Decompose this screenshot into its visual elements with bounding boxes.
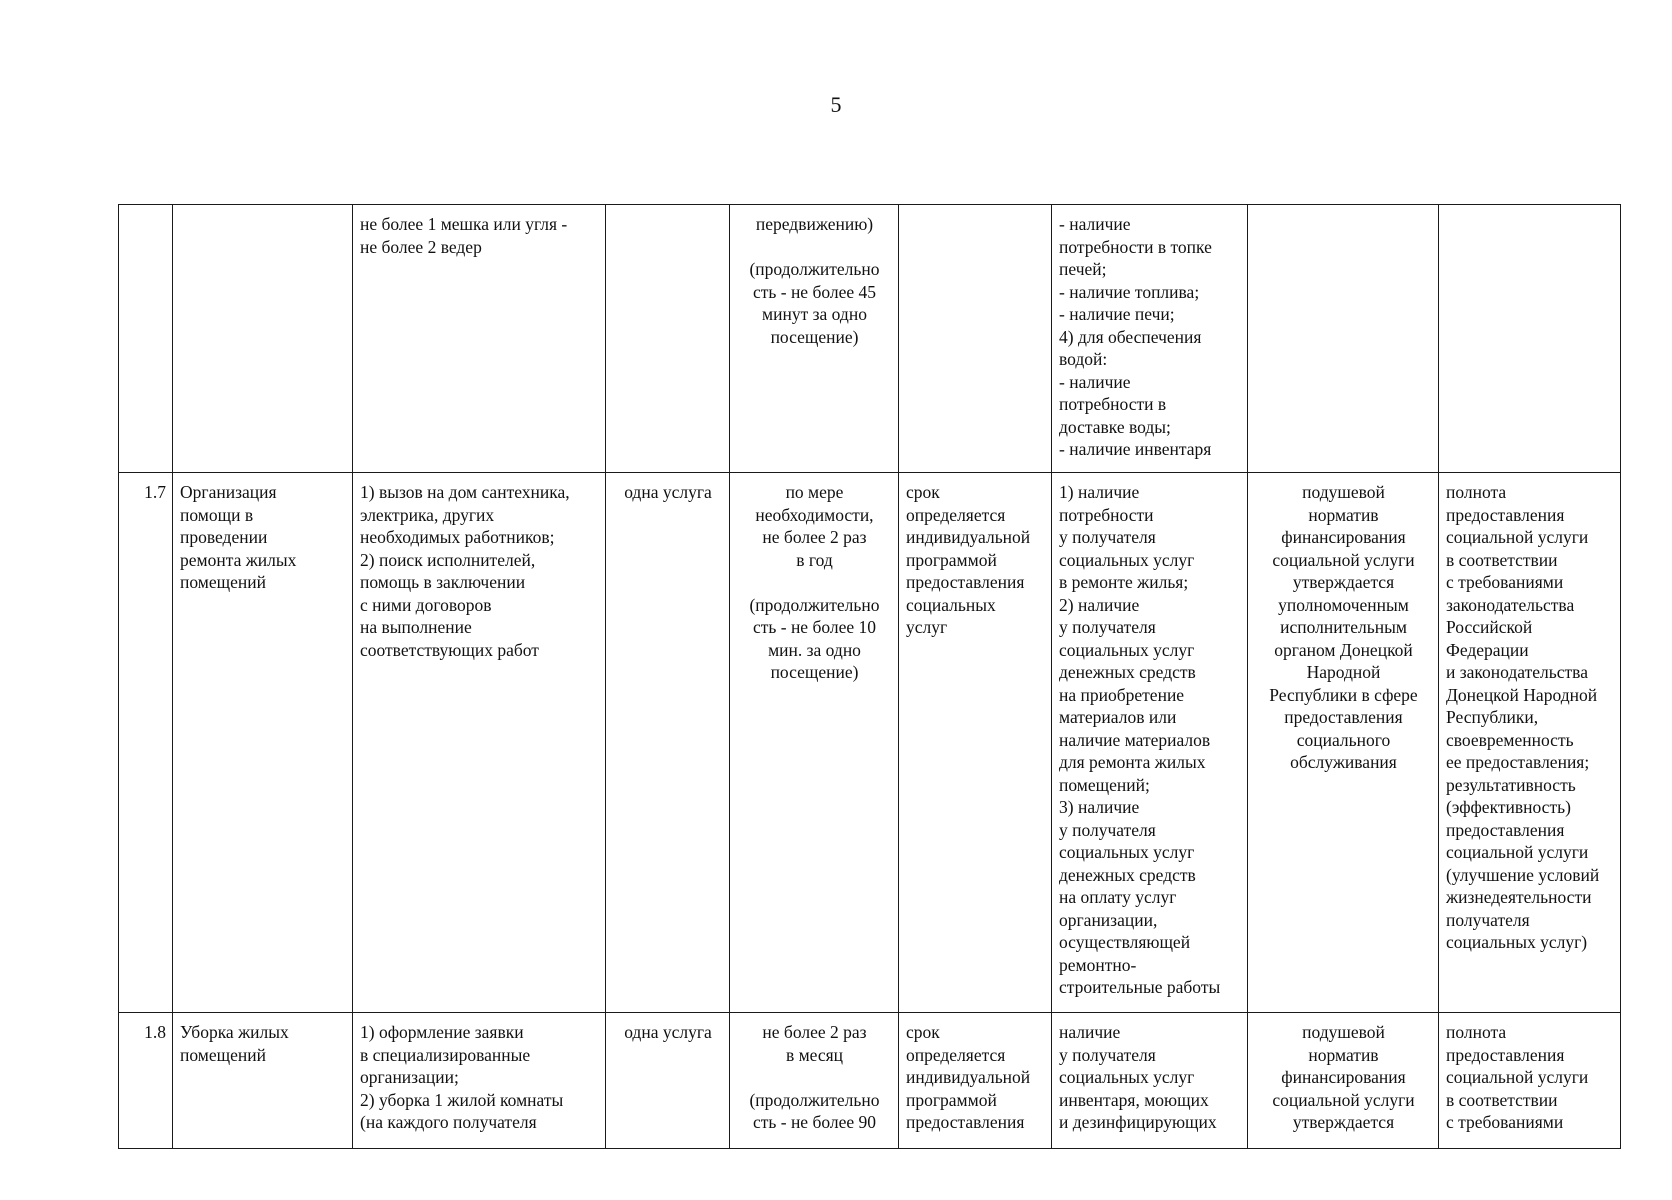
cell-service-name: [173, 205, 353, 473]
cell-service-content: не более 1 мешка или угля - не более 2 ведер: [353, 205, 606, 473]
services-table: [118, 204, 1621, 1149]
cell-frequency: не более 2 раз в месяц (продолжительно сть - не более 90: [730, 1013, 899, 1149]
cell-frequency: по мере необходимости, не более 2 раз в год (продолжительно сть - не более 10 мин. за одно посещение): [730, 473, 899, 1013]
table-row: [119, 1013, 1621, 1149]
cell-conditions: - наличие потребности в топке печей; - наличие топлива; - наличие печи; 4) для обеспечения водой: - наличие потребности в доставке воды; - наличие инвентаря: [1052, 205, 1248, 473]
page-number: 5: [830, 92, 842, 117]
cell-service-name: Уборка жилых помещений: [173, 1013, 353, 1149]
table-row: [119, 473, 1621, 1013]
cell-conditions: 1) наличие потребности у получателя социальных услуг в ремонте жилья; 2) наличие у получателя социальных услуг денежных средств на приобретение материалов или наличие материалов для ремонта жилых помещений; 3) наличие у получателя социальных услуг денежных средств на оплату услуг организации, осуществляющей ремонтно- строительные работы: [1052, 473, 1248, 1013]
cell-term: срок определяется индивидуальной программой предоставления: [899, 1013, 1052, 1149]
cell-unit: одна услуга: [606, 473, 730, 1013]
cell-quality: [1439, 205, 1621, 473]
cell-number: 1.8: [119, 1013, 173, 1149]
cell-term: срок определяется индивидуальной программой предоставления социальных услуг: [899, 473, 1052, 1013]
cell-conditions: наличие у получателя социальных услуг инвентаря, моющих и дезинфицирующих: [1052, 1013, 1248, 1149]
cell-norm: подушевой норматив финансирования социальной услуги утверждается: [1248, 1013, 1439, 1149]
cell-service-name: Организация помощи в проведении ремонта жилых помещений: [173, 473, 353, 1013]
cell-service-content: 1) оформление заявки в специализированные организации; 2) уборка 1 жилой комнаты (на каждого получателя: [353, 1013, 606, 1149]
cell-number: 1.7: [119, 473, 173, 1013]
cell-quality: полнота предоставления социальной услуги в соответствии с требованиями законодательства Российской Федерации и законодательства Донецкой Народной Республики, своевременность ее предоставления; результативность (эффективность) предоставления социальной услуги (улучшение условий жизнедеятельности получателя социальных услуг): [1439, 473, 1621, 1013]
cell-frequency: передвижению) (продолжительно сть - не более 45 минут за одно посещение): [730, 205, 899, 473]
cell-quality: полнота предоставления социальной услуги в соответствии с требованиями: [1439, 1013, 1621, 1149]
cell-unit: [606, 205, 730, 473]
cell-service-content: 1) вызов на дом сантехника, электрика, других необходимых работников; 2) поиск исполнителей, помощь в заключении с ними договоров на выполнение соответствующих работ: [353, 473, 606, 1013]
cell-norm: [1248, 205, 1439, 473]
cell-unit: одна услуга: [606, 1013, 730, 1149]
cell-norm: подушевой норматив финансирования социальной услуги утверждается уполномоченным исполнительным органом Донецкой Народной Республики в сфере предоставления социального обслуживания: [1248, 473, 1439, 1013]
cell-number: [119, 205, 173, 473]
table-row: [119, 205, 1621, 473]
cell-term: [899, 205, 1052, 473]
